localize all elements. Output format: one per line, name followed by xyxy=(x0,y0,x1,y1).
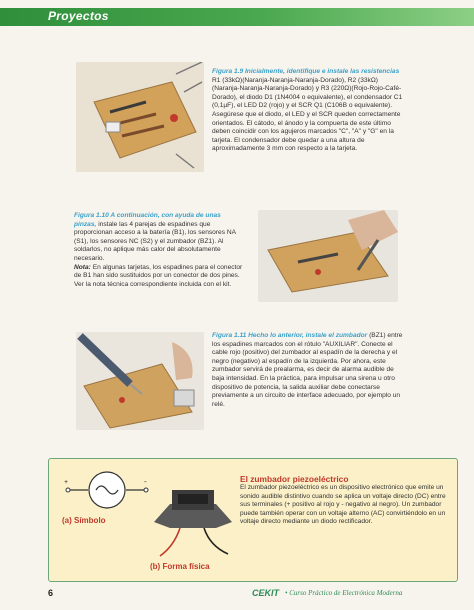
buzzer-physical-illustration xyxy=(150,478,236,564)
photo-soldering-buzzer xyxy=(76,332,204,430)
buzzer-box-title: El zumbador piezoeléctrico xyxy=(240,474,349,484)
figure-1-11-text: Figura 1.11 Hecho lo anterior, instale el zumbador (BZ1) entre los espadines marcados con el rótulo "AUXILIAR". Conecte el cable rojo (positivo) del zumbador al espadín de la derecha y el negro (negativo) al espadín de la izquierda. Por ahora, este zumbador servirá de prealarma, es decir de alarma audible de baja intensidad. En la práctica, para impulsar una sirena u otro dispositivo de potencia, la salida auxiliar debe conectarse previamente a un circuito de interface adecuado, por ejemplo un relé. xyxy=(212,332,403,408)
physical-caption: (b) Forma física xyxy=(150,562,210,571)
figure-1-10-text: Figura 1.10 A continuación, con ayuda de unas pinzas, instale las 4 parejas de espadines que proporcionan acceso a la batería (B1), los sensores NA (S1), los sensores NC (S2) y el zumbador (BZ1). Al soldarlos, no aplique más calor del absolutamente necesario. Nota: En algunas tarjetas, los espadines para el conector de B1 han sido sustituidos por un conector de dos pines. Ver la nota técnica correspondiente incluida con el kit. xyxy=(74,212,243,288)
buzzer-symbol xyxy=(62,470,152,520)
buzzer-box-text: El zumbador piezoeléctrico es un dispositivo electrónico que emite un sonido audible distintivo cuando se aplica un voltaje directo (DC) entre sus terminales (+ positivo al rojo y - negativo al negro). Un zumbador puede también operar con un voltaje alterno (AC) convirtiéndolo en un voltaje directo mediante un diodo rectificador. xyxy=(240,484,446,525)
photo-pliers-pins xyxy=(258,210,398,302)
course-title: • Curso Práctico de Electrónica Moderna xyxy=(285,589,403,597)
figure-1-9-text: Figura 1.9 Inicialmente, identifique e instale las resistencias R1 (33kΩ)(Naranja-Naranja-Naranja-Dorado), R2 (33kΩ)(Naranja-Naranja-Naranja-Dorado) y R3 (220Ω)(Rojo-Rojo-Café-Dorado), el diodo D1 (1N4004 o equivalente), el condensador C1 (0,1µF), el LED D2 (rojo) y el SCR Q1 (C106B o equivalente). Asegúrese que el diodo, el LED y el SCR queden correctamente orientados. El cátodo, el ánodo y la compuerta de este último deben coincidir con los agujeros marcados "C", "A" y "G" en la tarjeta. El condensador debe quedar a una altura de aproximadamente 3 mm con respecto a la tarjeta. xyxy=(212,68,403,153)
section-title: Proyectos xyxy=(48,9,109,23)
cekit-logo: CEKIT xyxy=(252,588,279,598)
page-number: 6 xyxy=(48,588,54,598)
svg-text:+: + xyxy=(64,479,69,486)
photo-board-resistors xyxy=(76,62,204,172)
section-header-bar xyxy=(0,8,474,26)
symbol-caption: (a) Símbolo xyxy=(62,516,106,525)
svg-text:-: - xyxy=(144,477,147,486)
